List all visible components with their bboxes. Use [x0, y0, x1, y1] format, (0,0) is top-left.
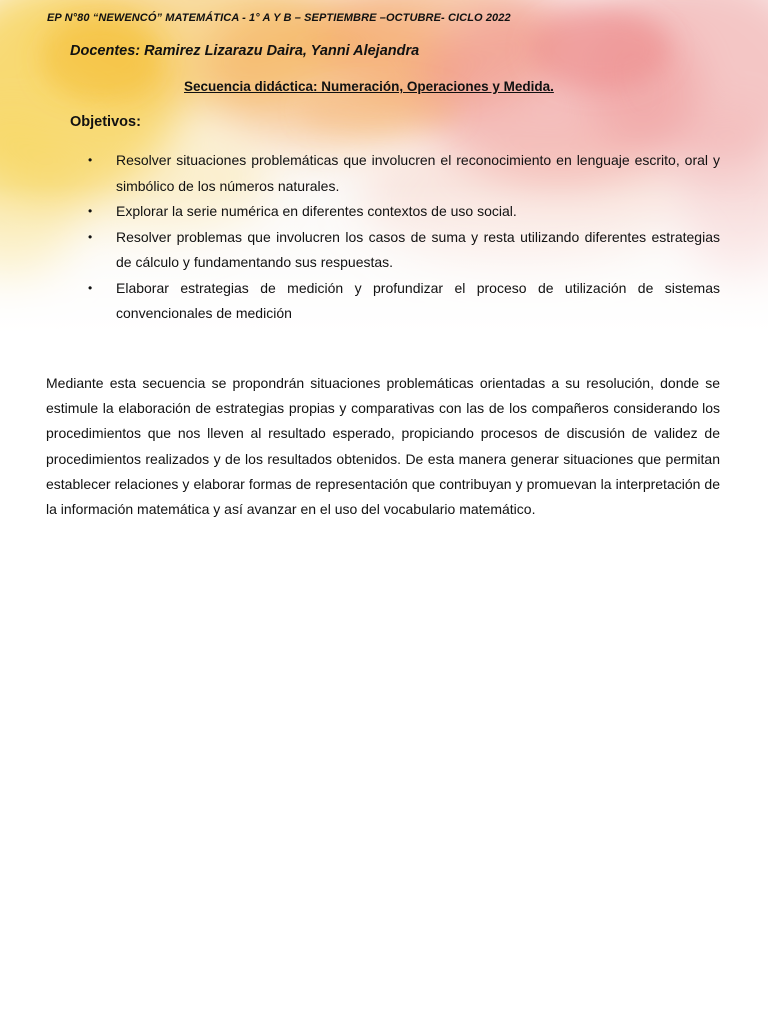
objective-text: Resolver situaciones problemáticas que involucren el reconocimiento en lenguaje escrito, oral y simbólico de los números naturales.: [116, 152, 720, 194]
bullet-icon: •: [88, 153, 93, 167]
objective-item: [88, 199, 720, 225]
objectives-heading: Objetivos:: [70, 114, 141, 130]
objective-text: Elaborar estrategias de medición y profundizar el proceso de utilización de sistemas convencionales de medición: [116, 279, 720, 321]
objective-item: [88, 148, 720, 199]
sequence-title: Secuencia didáctica: Numeración, Operaciones y Medida.: [184, 79, 554, 94]
objectives-list: [88, 148, 720, 327]
objective-item: [88, 225, 720, 276]
objective-text: Resolver problemas que involucren los casos de suma y resta utilizando diferentes estrategias de cálculo y fundamentando sus respuestas.: [116, 228, 720, 270]
objective-text: Explorar la serie numérica en diferentes contextos de uso social.: [116, 203, 517, 219]
teachers-line: Docentes: Ramirez Lizarazu Daira, Yanni Alejandra: [70, 43, 420, 59]
bullet-icon: •: [88, 204, 93, 218]
bullet-icon: •: [88, 280, 93, 295]
document-header: EP N°80 “NEWENCÓ” MATEMÁTICA - 1° A Y B – SEPTIEMBRE –OCTUBRE- CICLO 2022: [47, 12, 511, 24]
intro-paragraph: Mediante esta secuencia se propondrán situaciones problemáticas orientadas a su resolución, donde se estimule la elaboración de estrategias propias y comparativas con las de los compañeros considerando los procedimientos que nos lleven al resultado esperado, propiciando procesos de discusión de validez de procedimientos realizados y de los resultados obtenidos. De esta manera generar situaciones que permitan establecer relaciones y elaborar formas de representación que contribuyan y promuevan la interpretación de la información matemática y así avanzar en el uso del vocabulario matemático.: [46, 375, 720, 518]
objective-item: [88, 276, 720, 327]
bullet-icon: •: [88, 229, 93, 244]
